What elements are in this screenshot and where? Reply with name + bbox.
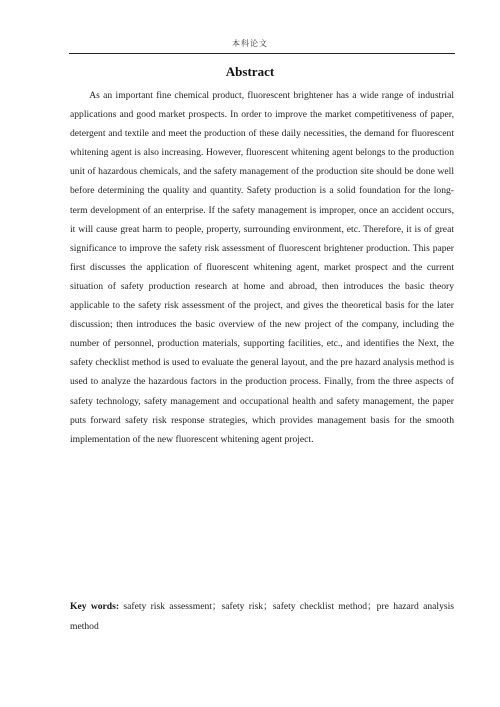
keywords-paragraph	[70, 597, 454, 637]
keywords-label: Key words:	[70, 601, 120, 612]
abstract-title: Abstract	[225, 64, 275, 79]
header-rule	[69, 53, 455, 54]
abstract-body: As an important fine chemical product, fluorescent brightener has a wide range of industrial applications and good market prospects. In order to improve the market competitiveness of paper, detergent and textile and meet the production of these daily necessities, the demand for fluorescent whitening agent is also increasing. However, fluorescent whitening agent belongs to the production unit of hazardous chemicals, and the safety management of the production site should be done well before determining the quality and quantity. Safety production is a solid foundation for the long-term development of an enterprise. If the safety management is improper, once an accident occurs, it will cause great harm to people, property, surrounding environment, etc. Therefore, it is of great significance to improve the safety risk assessment of fluorescent brightener production. This paper first discusses the application of fluorescent whitening agent, market prospect and the current situation of safety production research at home and abroad, then introduces the basic theory applicable to the safety risk assessment of the project, and gives the theoretical basis for the later discussion; then introduces the basic overview of the new project of the company, including the number of personnel, production materials, supporting facilities, etc., and identifies the Next, the safety checklist method is used to evaluate the general layout, and the pre hazard analysis method is used to analyze the hazardous factors in the production process. Finally, from the three aspects of safety technology, safety management and occupational health and safety management, the paper puts forward safety risk response strategies, which provides management basis for the smooth implementation of the new fluorescent whitening agent project.	[70, 90, 454, 445]
keywords-text: safety risk assessment；safety risk；safety checklist method；pre hazard analysis method	[70, 601, 454, 632]
running-header: 本科论文	[232, 39, 268, 48]
